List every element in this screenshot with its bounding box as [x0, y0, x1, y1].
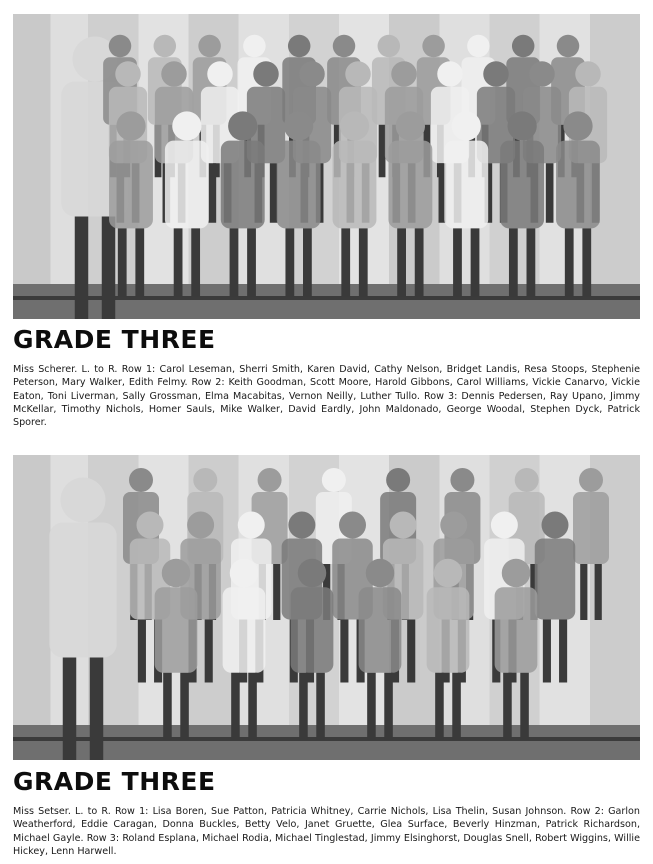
class-photo-2-figures: [13, 455, 640, 760]
section-2-title: GRADE THREE: [13, 767, 216, 796]
teacher-figure: [49, 478, 117, 761]
class-photo-2: [13, 455, 640, 760]
section-2-caption: Miss Setser. L. to R. Row 1: Lisa Boren, Sue Patton, Patricia Whitney, Carrie Nichols, Lisa Thelin, Susan Johnson. Row 2: Garlon Weatherford, Eddie Caragan, Donna Buckles, Betty Velo, Janet Gruette, Glea Surface, Beverly Hinzman, Patrick Richardson, Michael Gayle. Row 3: Roland Esplana, Michael Rodia, Michael Tinglestad, Jimmy Elsinghorst, Douglas Snell, Robert Wiggins, Willie Hickey, Lenn Harwell.: [13, 806, 640, 857]
student-figure: [573, 468, 609, 620]
section-1-caption: Miss Scherer. L. to R. Row 1: Carol Leseman, Sherri Smith, Karen David, Cathy Nelson, Bridget Landis, Resa Stoops, Stephenie Peterson, Mary Walker, Edith Felmy. Row 2: Keith Goodman, Scott Moore, Harold Gibbons, Carol Williams, Vickie Canarvo, Vickie Eaton, Toni Liverman, Sally Grossman, Elma Macabitas, Vernon Neilly, Luther Tullo. Row 3: Dennis Pedersen, Ray Upano, Jimmy McKellar, Timothy Nichols, Homer Sauls, Mike Walker, David Eardly, John Maldonado, George Woodal, Stephen Dyck, Patrick Sporer.: [13, 364, 640, 429]
section-1-title: GRADE THREE: [13, 325, 216, 354]
class-photo-1-figures: [13, 14, 640, 319]
class-photo-1: [13, 14, 640, 319]
